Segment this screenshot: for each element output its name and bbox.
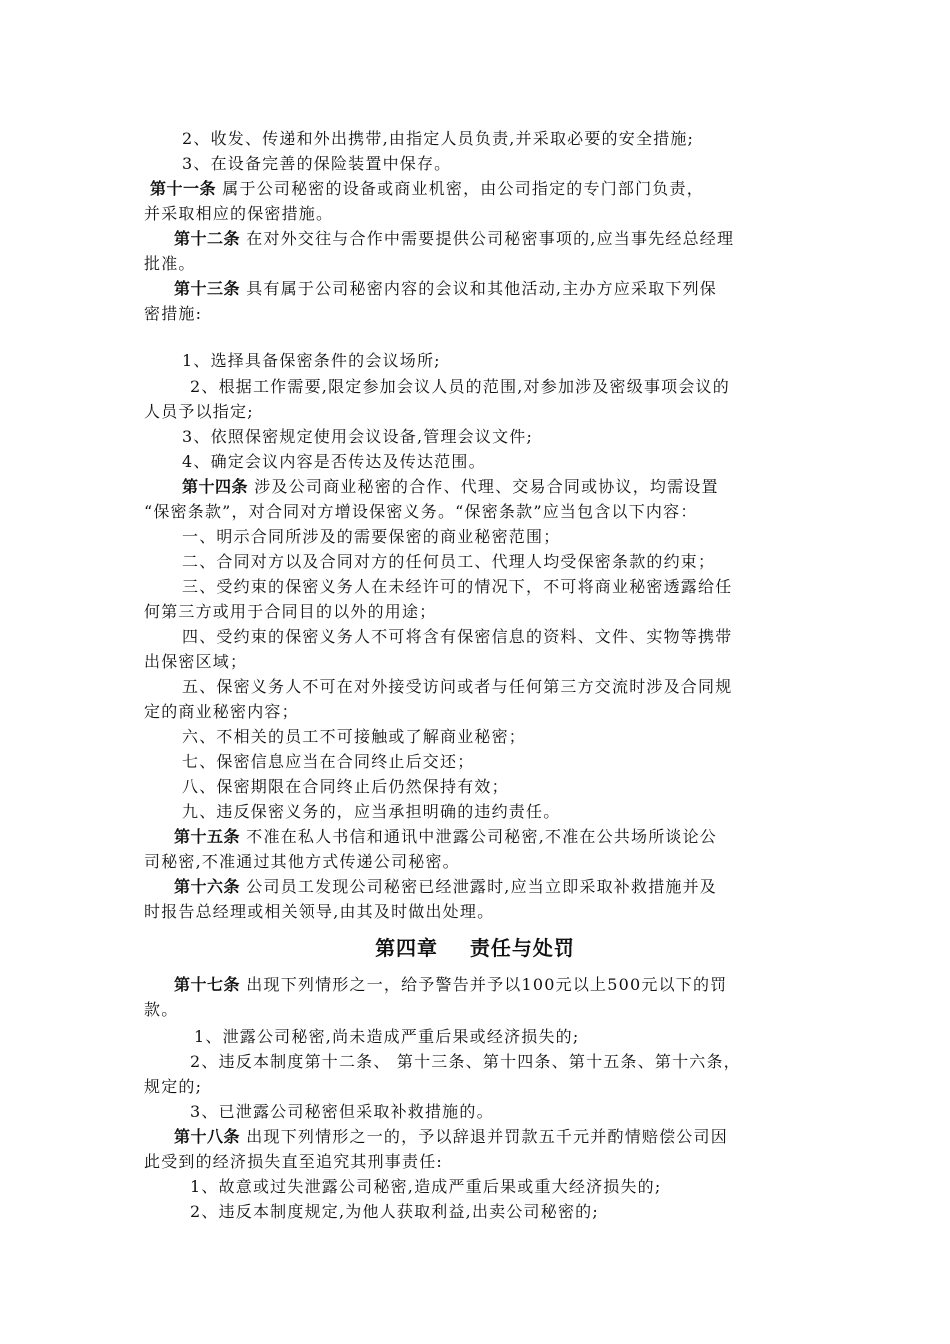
- article-heading: 第十六条: [174, 877, 241, 896]
- text-line: 款。: [144, 1000, 179, 1019]
- text-line: 定的商业秘密内容；: [144, 702, 299, 721]
- article-heading: 第十五条: [174, 827, 241, 846]
- text-line: 2、违反本制度第十二条、 第十三条、第十四条、第十五条、第十六条，: [190, 1052, 741, 1071]
- text-line: 一、明示合同所涉及的需要保密的商业秘密范围；: [182, 527, 561, 546]
- text-line: 3、已泄露公司秘密但采取补救措施的。: [190, 1102, 494, 1121]
- text-line: 人员予以指定;: [144, 402, 254, 421]
- article-line: 第十三条 具有属于公司秘密内容的会议和其他活动,主办方应采取下列保: [174, 279, 717, 298]
- article-line: 第十四条 涉及公司商业秘密的合作、代理、交易合同或协议，均需设置: [182, 477, 719, 496]
- text-line: 2、违反本制度规定,为他人获取利益,出卖公司秘密的;: [190, 1202, 599, 1221]
- text-line: 四、受约束的保密义务人不可将含有保密信息的资料、文件、实物等携带: [182, 627, 733, 646]
- text-line: 3、依照保密规定使用会议设备,管理会议文件;: [182, 427, 534, 446]
- text-line: 4、确定会议内容是否传达及传达范围。: [182, 452, 486, 471]
- article-heading: 第十一条: [150, 179, 217, 198]
- article-line: 第十五条 不准在私人书信和通讯中泄露公司秘密,不准在公共场所谈论公: [174, 827, 717, 846]
- text-line: 三、受约束的保密义务人在未经许可的情况下，不可将商业秘密透露给任: [182, 577, 733, 596]
- text-line: 1、选择具备保密条件的会议场所;: [182, 351, 441, 370]
- text-line: 出保密区域；: [144, 652, 248, 671]
- text-line: 并采取相应的保密措施。: [144, 204, 334, 223]
- article-line: 第十八条 出现下列情形之一的，予以辞退并罚款五千元并酌情赔偿公司因: [174, 1127, 728, 1146]
- article-heading: 第十四条: [182, 477, 249, 496]
- chapter-title: 第四章 责任与处罚: [375, 936, 575, 960]
- article-heading: 第十三条: [174, 279, 241, 298]
- text-line: 1、泄露公司秘密,尚未造成严重后果或经济损失的;: [194, 1027, 580, 1046]
- text-line: 二、合同对方以及合同对方的任何员工、代理人均受保密条款的约束；: [182, 552, 716, 571]
- text-line: 何第三方或用于合同目的以外的用途；: [144, 602, 437, 621]
- text-line: 3、在设备完善的保险装置中保存。: [182, 154, 452, 173]
- text-line: 九、违反保密义务的，应当承担明确的违约责任。: [182, 802, 561, 821]
- text-line: 密措施:: [144, 304, 203, 323]
- text-line: 司秘密,不准通过其他方式传递公司秘密。: [144, 852, 460, 871]
- text-line: 六、不相关的员工不可接触或了解商业秘密；: [182, 727, 527, 746]
- text-line: 八、保密期限在合同终止后仍然保持有效；: [182, 777, 509, 796]
- text-line: 五、保密义务人不可在对外接受访问或者与任何第三方交流时涉及合同规: [182, 677, 733, 696]
- text-line: 2、根据工作需要,限定参加会议人员的范围,对参加涉及密级事项会议的: [190, 377, 730, 396]
- text-line: 此受到的经济损失直至追究其刑事责任:: [144, 1152, 443, 1171]
- article-heading: 第十二条: [174, 229, 241, 248]
- text-line: 七、保密信息应当在合同终止后交还；: [182, 752, 475, 771]
- text-line: “保密条款”，对合同对方增设保密义务。“保密条款”应当包含以下内容：: [144, 502, 698, 521]
- text-line: 批准。: [144, 254, 196, 273]
- article-heading: 第十七条: [174, 975, 241, 994]
- article-line: 第十六条 公司员工发现公司秘密已经泄露时,应当立即采取补救措施并及: [174, 877, 717, 896]
- text-line: 2、收发、传递和外出携带,由指定人员负责,并采取必要的安全措施;: [182, 129, 695, 148]
- text-line: 规定的;: [144, 1077, 203, 1096]
- article-line: 第十二条 在对外交往与合作中需要提供公司秘密事项的,应当事先经总经理: [174, 229, 735, 248]
- article-line: 第十一条 属于公司秘密的设备或商业机密，由公司指定的专门部门负责，: [150, 179, 704, 198]
- text-line: 1、故意或过失泄露公司秘密,造成严重后果或重大经济损失的;: [190, 1177, 662, 1196]
- article-heading: 第十八条: [174, 1127, 241, 1146]
- article-line: 第十七条 出现下列情形之一，给予警告并予以100元以上500元以下的罚: [174, 975, 728, 994]
- text-line: 时报告总经理或相关领导,由其及时做出处理。: [144, 902, 495, 921]
